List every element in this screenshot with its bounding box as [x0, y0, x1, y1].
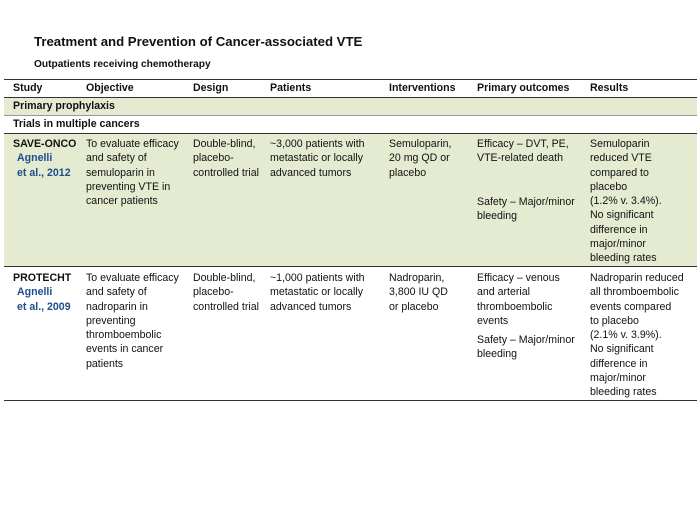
design-cell: Double-blind, placebo- controlled trial: [193, 272, 259, 313]
study-reference: Agnelli et al., 2012: [17, 152, 71, 179]
study-cell: [4, 271, 83, 314]
table-row: [4, 134, 697, 266]
patients-cell: ~1,000 patients with metastatic or locally advanced tumors: [270, 272, 365, 313]
safety-outcome: Safety – Major/minor bleeding: [477, 195, 575, 222]
study-cell: [4, 137, 83, 180]
study-name: PROTECHT: [13, 272, 72, 284]
design-cell: Double-blind, placebo- controlled trial: [193, 138, 259, 179]
header-study: Study: [13, 82, 43, 95]
table-header-row: [4, 80, 697, 97]
interventions-cell: Nadroparin, 3,800 IU QD or placebo: [389, 272, 448, 313]
section-primary-prophylaxis: Primary prophylaxis: [4, 98, 697, 115]
outcomes-cell: [474, 137, 587, 223]
header-patients: Patients: [270, 82, 312, 95]
interventions-cell: Semuloparin, 20 mg QD or placebo: [389, 138, 452, 179]
results-cell: Nadroparin reduced all thromboembolic events compared to placebo (2.1% v. 3.9%). No significant difference in major/minor bleeding rates: [590, 272, 684, 399]
page-subtitle: Outpatients receiving chemotherapy: [34, 59, 211, 70]
header-objective: Objective: [86, 82, 134, 95]
study-name: SAVE-ONCO: [13, 138, 77, 150]
header-primary-outcomes: Primary outcomes: [477, 82, 570, 95]
trials-table: [4, 79, 697, 401]
study-reference: Agnelli et al., 2009: [17, 286, 71, 313]
table-bottom-rule: [4, 400, 697, 401]
objective-cell: To evaluate efficacy and safety of nadroparin in preventing thromboembolic events in cancer patients: [86, 272, 179, 370]
page-title: Treatment and Prevention of Cancer-associated VTE: [34, 34, 363, 49]
patients-cell: ~3,000 patients with metastatic or locally advanced tumors: [270, 138, 365, 179]
efficacy-outcome: Efficacy – DVT, PE, VTE-related death: [477, 138, 569, 165]
safety-outcome: Safety – Major/minor bleeding: [477, 334, 575, 361]
header-design: Design: [193, 82, 229, 95]
objective-cell: To evaluate efficacy and safety of semuloparin in preventing VTE in cancer patients: [86, 138, 179, 208]
header-interventions: Interventions: [389, 82, 456, 95]
section-multiple-cancers: Trials in multiple cancers: [13, 118, 140, 131]
table-row: [4, 267, 697, 400]
header-results: Results: [590, 82, 629, 95]
results-cell: Semuloparin reduced VTE compared to placebo (1.2% v. 3.4%). No significant difference in major/minor bleeding rates: [590, 138, 662, 265]
efficacy-outcome: Efficacy – venous and arterial thromboembolic events: [477, 272, 560, 327]
outcomes-cell: [474, 271, 587, 362]
